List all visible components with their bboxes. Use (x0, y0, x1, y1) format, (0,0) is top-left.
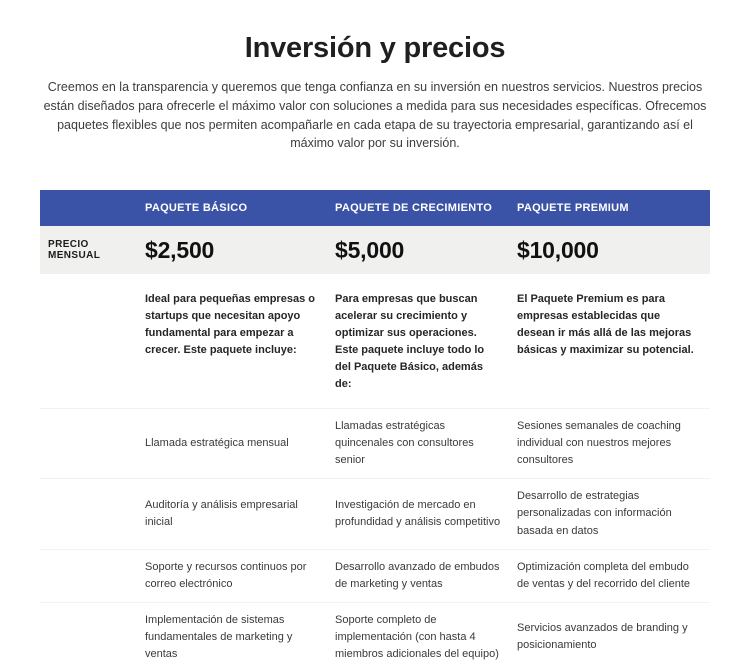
feature-basico-4: Implementación de sistemas fundamentales de marketing y ventas (145, 613, 293, 660)
price-crecimiento: $5,000 (335, 236, 405, 263)
price-row-label: PRECIO MENSUAL (48, 239, 101, 261)
header-paquete-premium: PAQUETE PREMIUM (517, 202, 629, 214)
intro-text: Creemos en la transparencia y queremos que tenga confianza en su inversión en nuestros servicios. Nuestros precios están diseñados para ofrecerle el máximo valor con soluciones a medida para sus necesidades específicas. Ofrecemos paquetes flexibles que nos permiten acompañarle en cada etapa de su trayectoria empresarial, garantizando así el máximo valor por su inversión. (43, 80, 707, 151)
feature-row-4 (40, 602, 710, 672)
description-premium: El Paquete Premium es para empresas establecidas que desean ir más allá de las mejoras básicas y maximizar su potencial. (517, 293, 694, 357)
description-row (40, 274, 710, 408)
price-premium: $10,000 (517, 236, 599, 263)
price-row (40, 226, 710, 274)
table-header-row (40, 190, 710, 226)
feature-crecimiento-4: Soporte completo de implementación (con hasta 4 miembros adicionales del equipo) (335, 613, 499, 660)
feature-basico-3: Soporte y recursos continuos por correo electrónico (145, 560, 307, 590)
page-title: Inversión y precios (244, 32, 506, 64)
description-basico: Ideal para pequeñas empresas o startups que necesitan apoyo fundamental para empezar a crecer. Este paquete incluye: (145, 293, 315, 357)
feature-row-2 (40, 478, 710, 548)
pricing-table (40, 190, 710, 672)
feature-row-1 (40, 408, 710, 478)
feature-basico-2: Auditoría y análisis empresarial inicial (145, 498, 298, 528)
price-basico: $2,500 (145, 236, 215, 263)
feature-crecimiento-2: Investigación de mercado en profundidad y análisis competitivo (335, 498, 501, 528)
header-paquete-basico: PAQUETE BÁSICO (145, 202, 248, 214)
header-paquete-crecimiento: PAQUETE DE CRECIMIENTO (335, 202, 493, 214)
feature-row-3 (40, 549, 710, 602)
feature-premium-2: Desarrollo de estrategias personalizadas con información basada en datos (517, 490, 672, 537)
feature-premium-1: Sesiones semanales de coaching individual con nuestros mejores consultores (517, 420, 681, 467)
feature-premium-4: Servicios avanzados de branding y posicionamiento (517, 622, 688, 652)
description-crecimiento: Para empresas que buscan acelerar su crecimiento y optimizar sus operaciones. Este paquete incluye todo lo del Paquete Básico, además de: (335, 293, 485, 391)
feature-crecimiento-3: Desarrollo avanzado de embudos de marketing y ventas (335, 560, 500, 590)
feature-crecimiento-1: Llamadas estratégicas quincenales con consultores senior (335, 420, 474, 467)
feature-premium-3: Optimización completa del embudo de ventas y del recorrido del cliente (517, 560, 691, 590)
feature-basico-1: Llamada estratégica mensual (145, 437, 289, 450)
